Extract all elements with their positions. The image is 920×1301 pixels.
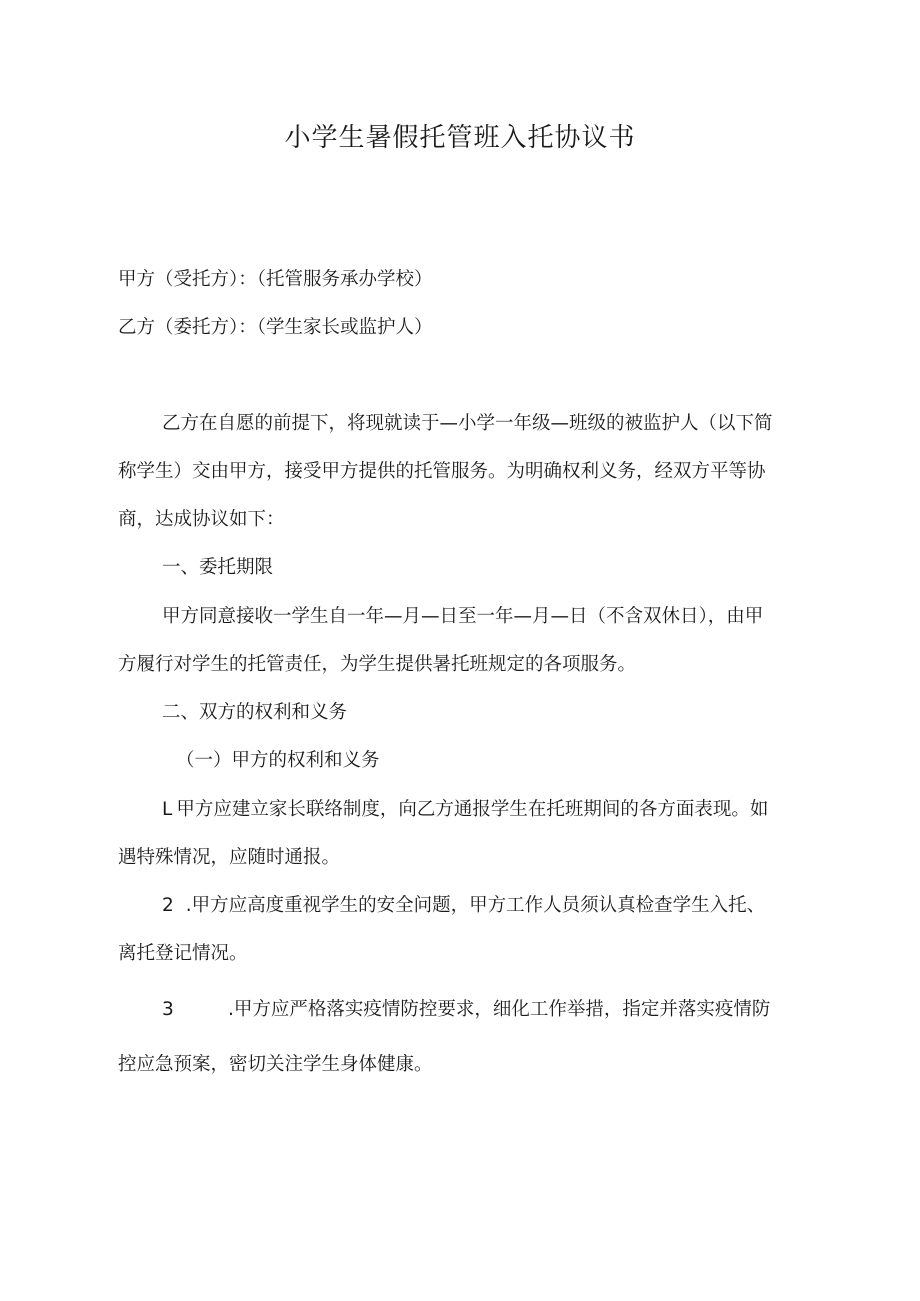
section-2-subheading: （一）甲方的权利和义务 bbox=[176, 750, 380, 771]
section-1-heading: 一、委托期限 bbox=[162, 557, 274, 578]
item-2-text: .甲方应高度重视学生的安全问题，甲方工作人员须认真检查学生入托、 bbox=[185, 895, 766, 916]
item-3-text: .甲方应严格落实疫情防控要求，细化工作举措，指定并落实疫情防 bbox=[228, 999, 771, 1020]
section-2-heading: 二、双方的权利和义务 bbox=[162, 702, 348, 723]
item-3-number: 3 bbox=[162, 999, 174, 1020]
item-1-line: 遇特殊情况，应随时通报。 bbox=[118, 847, 341, 868]
item-2-line: 离托登记情况。 bbox=[118, 943, 248, 964]
party-b-line: 乙方（委托方）：（学生家长或监护人） bbox=[118, 317, 433, 338]
document-title: 小学生暑假托管班入托协议书 bbox=[284, 123, 636, 153]
item-2-number: 2 bbox=[162, 895, 174, 916]
item-3-line: 控应急预案，密切关注学生身体健康。 bbox=[118, 1054, 433, 1075]
item-1-text: 甲方应建立家长联络制度，向乙方通报学生在托班期间的各方面表现。如 bbox=[176, 799, 769, 820]
intro-paragraph-line: 乙方在自愿的前提下，将现就读于—小学一年级—班级的被监护人（以下简 bbox=[162, 413, 773, 434]
section-1-paragraph-line: 甲方同意接收一学生自一年—月—日至一年—月—日（不含双休日），由甲 bbox=[162, 606, 764, 627]
party-a-line: 甲方（受托方）：（托管服务承办学校） bbox=[118, 269, 433, 290]
section-1-paragraph-line: 方履行对学生的托管责任，为学生提供暑托班规定的各项服务。 bbox=[118, 654, 637, 675]
item-1-number: L bbox=[162, 799, 173, 820]
intro-paragraph-line: 称学生）交由甲方，接受甲方提供的托管服务。为明确权利义务，经双方平等协 bbox=[118, 461, 766, 482]
intro-paragraph-line: 商，达成协议如下： bbox=[118, 509, 285, 530]
item-2-line bbox=[162, 891, 852, 921]
item-1-line bbox=[162, 795, 852, 825]
item-3-line bbox=[162, 995, 852, 1025]
